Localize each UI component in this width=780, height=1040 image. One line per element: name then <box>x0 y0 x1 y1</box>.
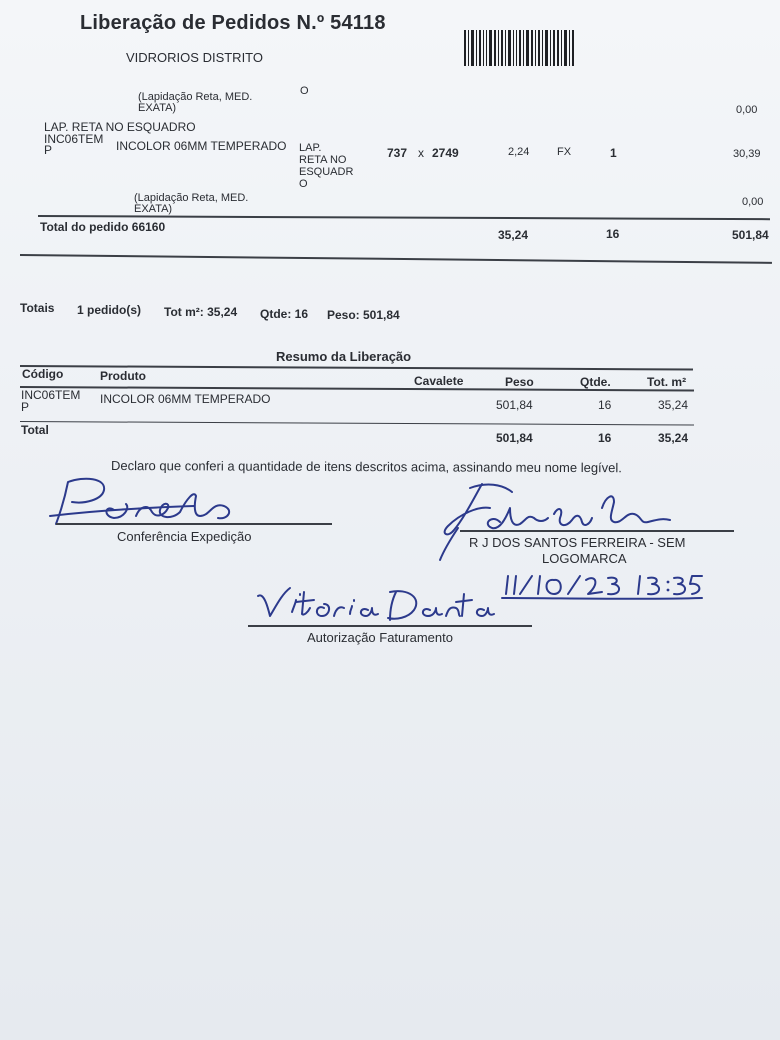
order-total-qty: 16 <box>606 227 620 241</box>
summary-row-code-line2: P <box>21 400 30 414</box>
signature-line-client <box>460 530 734 532</box>
order-total-label: Total do pedido 66160 <box>40 220 166 234</box>
handwritten-signature-authorization <box>250 580 500 630</box>
summary-row-code <box>21 389 80 413</box>
document-title: Liberação de Pedidos N.º 54118 <box>80 12 386 34</box>
summary-row-code-line1: INC06TEM <box>21 388 81 402</box>
summary-row-weight: 501,84 <box>496 398 533 412</box>
totals-m2: Tot m²: 35,24 <box>164 305 238 319</box>
summary-header-rack: Cavalete <box>414 374 464 388</box>
totals-qty: Qtde: 16 <box>260 307 309 321</box>
item-code-line2: P <box>44 143 53 157</box>
item-height: 2749 <box>432 146 459 160</box>
summary-row-product: INCOLOR 06MM TEMPERADO <box>100 392 271 406</box>
signature-label-client-line2: LOGOMARCA <box>542 551 627 566</box>
item-dim-x: x <box>418 146 424 160</box>
totals-orders: 1 pedido(s) <box>77 303 142 317</box>
signature-label-authorization: Autorização Faturamento <box>307 630 453 645</box>
item-note-line1: (Lapidação Reta, MED. <box>134 192 249 204</box>
group-label: LAP. RETA NO ESQUADRO <box>44 120 196 134</box>
item-unit: FX <box>557 146 572 158</box>
summary-total-tot-m2: 35,24 <box>658 431 689 445</box>
item-note-prev-line1: (Lapidação Reta, MED. <box>138 91 253 103</box>
item-product: INCOLOR 06MM TEMPERADO <box>116 139 287 153</box>
company-name: VIDRORIOS DISTRITO <box>126 50 263 65</box>
summary-total-label: Total <box>21 423 49 437</box>
item-process-line2: RETA NO <box>299 154 347 166</box>
summary-row-qty: 16 <box>598 398 612 412</box>
signature-line-authorization <box>248 625 532 627</box>
item-prev-col3: O <box>300 85 309 97</box>
item-note-value: 0,00 <box>742 196 764 208</box>
signature-line-expedition <box>56 523 332 525</box>
totals-label: Totais <box>20 301 55 315</box>
signature-label-expedition: Conferência Expedição <box>117 529 252 544</box>
order-total-m2: 35,24 <box>498 228 529 242</box>
item-process-line1: LAP. <box>299 142 322 154</box>
item-width: 737 <box>387 146 408 160</box>
summary-row-tot-m2: 35,24 <box>658 398 689 412</box>
summary-total-weight: 501,84 <box>496 431 533 445</box>
signature-label-client-line1: R J DOS SANTOS FERREIRA - SEM <box>469 535 686 550</box>
summary-header-weight: Peso <box>505 375 534 389</box>
item-qty: 1 <box>610 146 617 160</box>
summary-header-qty: Qtde. <box>580 375 611 389</box>
item-process <box>299 142 353 190</box>
item-m2: 2,24 <box>508 146 530 158</box>
summary-total-qty: 16 <box>598 431 612 445</box>
summary-total-rule <box>20 421 694 426</box>
item-note-prev <box>138 92 252 114</box>
item-note-prev-line2: EXATA) <box>138 102 177 114</box>
item-prev-value: 0,00 <box>736 104 758 116</box>
item-process-line4: O <box>299 178 308 190</box>
summary-header-code: Código <box>22 367 64 381</box>
order-total-value: 501,84 <box>732 228 769 242</box>
item-note-line2: EXATA) <box>134 203 173 215</box>
summary-title: Resumo da Liberação <box>276 349 412 364</box>
barcode <box>464 30 594 66</box>
order-divider <box>38 215 770 220</box>
summary-header-product: Produto <box>100 369 146 383</box>
totals-divider <box>20 254 772 263</box>
item-note <box>134 193 248 215</box>
totals-weight: Peso: 501,84 <box>327 308 400 322</box>
item-value: 30,39 <box>733 148 761 160</box>
summary-header-tot-m2: Tot. m² <box>647 375 687 389</box>
handwritten-datetime <box>498 570 708 604</box>
item-code <box>44 134 103 156</box>
declaration-text: Declaro que conferi a quantidade de itens descritos acima, assinando meu nome legível. <box>110 458 622 476</box>
item-code-line1: INC06TEM <box>44 132 104 146</box>
item-process-line3: ESQUADR <box>299 166 354 178</box>
